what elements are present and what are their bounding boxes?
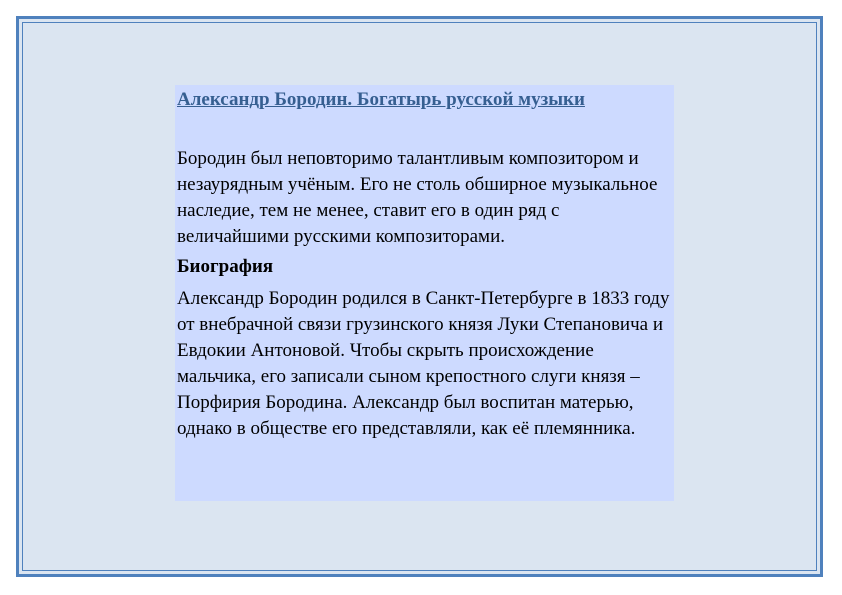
article-title-link[interactable]: Александр Бородин. Богатырь русской музыки [177,89,585,110]
intro-paragraph: Бородин был неповторимо талантливым композитором и незаурядным учёным. Его не столь обширное музыкальное наследие, тем не менее, ставит его в один ряд с величайшими русскими композиторами. [177,148,658,247]
article-text-block [175,85,674,501]
biography-paragraph: Александр Бородин родился в Санкт-Петербурге в 1833 году от внебрачной связи грузинского князя Луки Степановича и Евдокии Антоновой. Чтобы скрыть происхождение мальчика, его записали сыном крепостного слуги князя – Порфирия Бородина. Александр был воспитан матерью, однако в обществе его представляли, как её племянника. [177,288,670,439]
section-heading: Биография [177,256,274,277]
